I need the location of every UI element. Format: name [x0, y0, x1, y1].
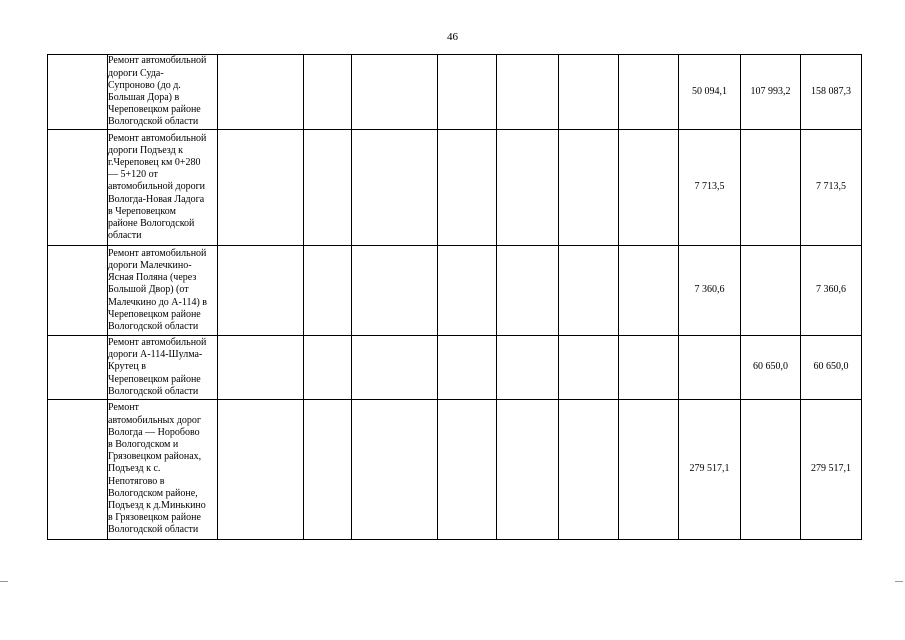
value-cell-a: 279 517,1: [679, 400, 741, 540]
empty-cell: [48, 400, 108, 540]
value-cell-a: [679, 336, 741, 400]
value-cell-a: 7 713,5: [679, 130, 741, 246]
value-cell-total: 7 713,5: [801, 130, 862, 246]
empty-cell: [48, 336, 108, 400]
value-cell-b: [741, 130, 801, 246]
value-cell-b: 60 650,0: [741, 336, 801, 400]
road-name-cell: Ремонт автомобильной дороги Малечкино- Ясная Поляна (через Большой Двор) (от Малечкино до А-114) в Череповецком районе Вологодской области: [108, 246, 218, 336]
road-name-cell: Ремонт автомобильной дороги Подъезд к г.Череповец км 0+280 — 5+120 от автомобильной дороги Вологда-Новая Ладога в Череповецком районе Вологодской области: [108, 130, 218, 246]
value-cell-a: 7 360,6: [679, 246, 741, 336]
value-cell-total: 158 087,3: [801, 55, 862, 130]
value-cell-total: 60 650,0: [801, 336, 862, 400]
table-row: [48, 130, 862, 246]
empty-cell: [48, 130, 108, 246]
value-cell-b: [741, 246, 801, 336]
empty-cell: [48, 55, 108, 130]
scan-edge-mark-right: [895, 581, 903, 582]
table-row: [48, 55, 862, 130]
road-name-cell: Ремонт автомобильных дорог Вологда — Норобово в Вологодском и Грязовецком районах, Подъезд к с. Непотягово в Вологодском районе, Подъезд к д.Минькино в Грязовецком районе Вологодской области: [108, 400, 218, 540]
page-number: 46: [447, 31, 458, 43]
table-row: [48, 400, 862, 540]
value-cell-total: 7 360,6: [801, 246, 862, 336]
table-row: [48, 246, 862, 336]
budget-table: [47, 54, 862, 540]
table-row: [48, 336, 862, 400]
road-name-cell: Ремонт автомобильной дороги А-114-Шулма- Крутец в Череповецком районе Вологодской области: [108, 336, 218, 400]
empty-cell: [48, 246, 108, 336]
value-cell-a: 50 094,1: [679, 55, 741, 130]
value-cell-b: [741, 400, 801, 540]
value-cell-b: 107 993,2: [741, 55, 801, 130]
road-name-cell: Ремонт автомобильной дороги Суда- Супроново (до д. Большая Дора) в Череповецком районе Вологодской области: [108, 55, 218, 130]
value-cell-total: 279 517,1: [801, 400, 862, 540]
scan-edge-mark-left: [0, 581, 8, 582]
